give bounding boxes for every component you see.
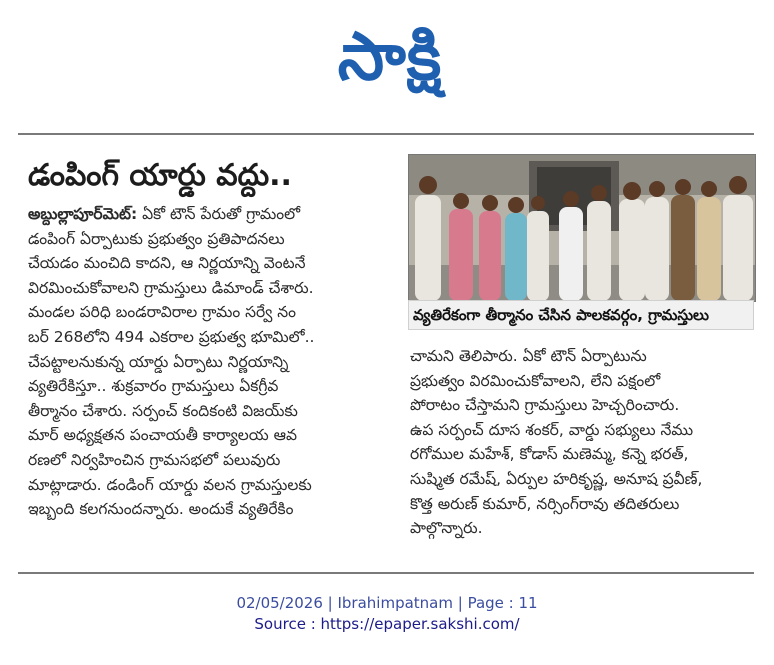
group-photo-illustration	[409, 155, 755, 301]
body-line: మాట్లాడారు. డండింగ్ యార్డు వలన గ్రామస్తులకు	[28, 475, 312, 494]
bottom-divider	[18, 572, 754, 574]
article-headline: డంపింగ్ యార్డు వద్దు..	[28, 158, 292, 193]
top-divider	[18, 133, 754, 135]
footer-source-link[interactable]: Source : https://epaper.sakshi.com/	[254, 615, 520, 633]
body-line: ఉప సర్పంచ్ దూస శంకర్, వార్డు సభ్యులు నేము	[410, 420, 694, 439]
body-line: వ్యతిరేకిస్తూ.. శుక్రవారం గ్రామస్తులు ఏకగ్రీవ	[28, 377, 279, 396]
footer-edition-info: 02/05/2026 | Ibrahimpatnam | Page : 11	[236, 594, 538, 612]
body-line: సుష్మిత రమేష్, ఏర్పుల హరికృష్ణ, అనూష ప్రవీణ్,	[410, 469, 703, 488]
body-line: చేపట్టాలనుకున్న యార్డు ఏర్పాటు నిర్ణయాన్ని	[28, 352, 289, 371]
body-line: మండల పరిధి బండరావిరాల గ్రామం సర్వే నం	[28, 303, 297, 322]
body-line: చామని తెలిపారు. ఏకో టౌన్ ఏర్పాటును	[410, 347, 647, 365]
body-line: రణలో నిర్వహించిన గ్రామసభలో పలువురు	[28, 450, 281, 469]
body-line: డంపింగ్ ఏర్పాటుకు ప్రభుత్వం ప్రతిపాదనలు	[28, 229, 285, 248]
body-line: కొత్త అరుణ్ కుమార్, నర్సింగ్‌రావు తదితరులు	[410, 494, 680, 513]
article-dateline: అబ్దుల్లాపూర్‌మెట్:	[28, 205, 138, 223]
article-column-left	[28, 202, 400, 522]
body-line-first-text: ఏకో టౌన్ పేరుతో గ్రామంలో	[137, 205, 301, 223]
body-line-first	[28, 202, 400, 227]
body-line: పాల్గొన్నారు.	[410, 519, 483, 538]
article-column-right	[410, 344, 754, 541]
body-line: ప్రభుత్వం విరమించుకోవాలని, లేని పక్షంలో	[410, 371, 661, 390]
body-line: విరమించుకోవాలని గ్రామస్తులు డిమాండ్ చేశారు.	[28, 278, 314, 297]
body-line: చేయడం మంచిది కాదని, ఆ నిర్ణయాన్ని వెంటనే	[28, 254, 306, 273]
body-line: పోరాటం చేస్తామని గ్రామస్తులు హెచ్చరించారు.	[410, 396, 680, 415]
photo-caption: వ్యతిరేకంగా తీర్మానం చేసిన పాలకవర్గం, గ్రామస్తులు	[408, 300, 754, 330]
body-line: తీర్మానం చేశారు. సర్పంచ్ కందికంటి విజయ్‌కు	[28, 401, 298, 420]
body-line: ఇబ్బంది కలగనుందన్నారు. అందుకే వ్యతిరేకిం	[28, 500, 294, 519]
body-line: రగోముల మహేశ్, కోడాస్ మణెమ్మ, కన్నె భరత్,	[410, 445, 689, 464]
sakshi-logo: సాక్షి	[337, 18, 443, 95]
body-line: బర్ 268లోని 494 ఎకరాల ప్రభుత్వ భూమిలో..	[28, 327, 315, 346]
body-line: మార్ అధ్యక్షతన పంచాయతీ కార్యాలయ ఆవ	[28, 426, 298, 445]
article-photo	[408, 154, 756, 302]
